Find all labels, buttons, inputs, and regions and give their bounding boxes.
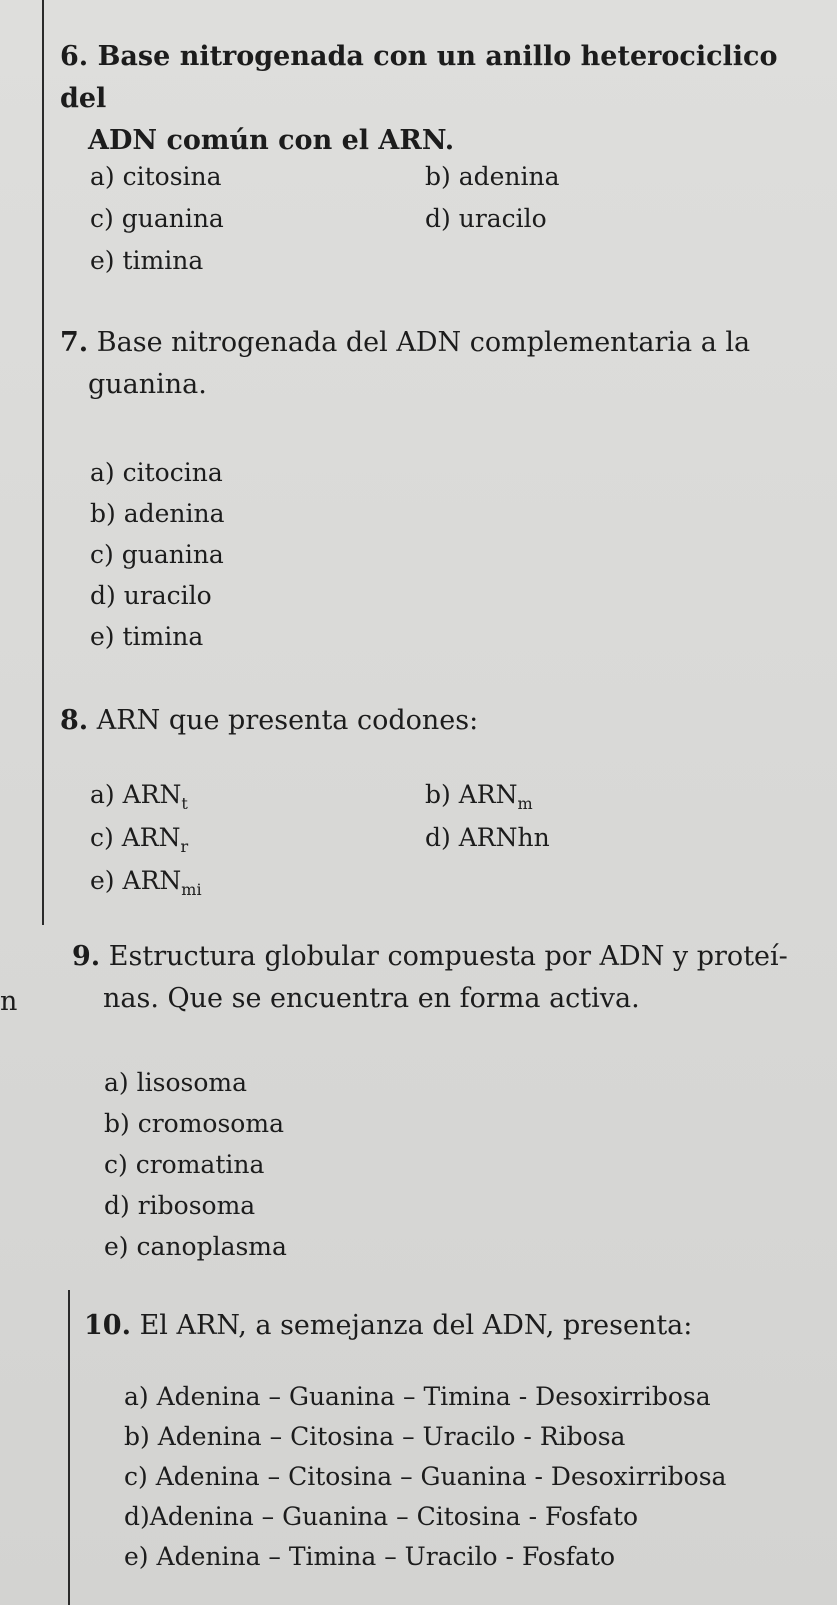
option-7a[interactable]: a) citocina [90, 458, 223, 487]
question-9-line2: nas. Que se encuentra en forma activa. [103, 983, 640, 1014]
option-7c[interactable]: c) guanina [90, 540, 224, 569]
option-8c[interactable]: c) $ARN_r$ [90, 823, 189, 856]
option-9d[interactable]: d) ribosoma [104, 1191, 256, 1220]
option-6e[interactable]: e) timina [90, 246, 204, 275]
option-7b[interactable]: b) adenina [90, 499, 225, 528]
option-6b[interactable]: b) adenina [425, 162, 560, 191]
question-6 [60, 36, 820, 162]
option-9e[interactable]: e) canoplasma [104, 1232, 287, 1261]
option-10b[interactable]: b) Adenina – Citosina – Uracilo - Ribosa [124, 1422, 626, 1451]
option-10c[interactable]: c) Adenina – Citosina – Guanina - Desoxirribosa [124, 1462, 727, 1491]
question-8-line1: 8. ARN que presenta codones: [60, 705, 479, 736]
stray-character: n [0, 986, 18, 1017]
option-10d[interactable]: d)Adenina – Guanina – Citosina - Fosfato [124, 1502, 639, 1531]
question-7-line1: 7. Base nitrogenada del ADN complementaria a la [60, 327, 751, 358]
question-9 [72, 936, 832, 1020]
question-8 [60, 700, 820, 742]
margin-rule-lower [68, 1290, 70, 1605]
margin-rule [42, 0, 44, 925]
option-8a[interactable]: a) $ARN_t$ [90, 780, 188, 813]
option-9c[interactable]: c) cromatina [104, 1150, 265, 1179]
option-6c[interactable]: c) guanina [90, 204, 224, 233]
question-7-line2: guanina. [88, 369, 207, 400]
option-9b[interactable]: b) cromosoma [104, 1109, 284, 1138]
question-10-line1: 10. El ARN, a semejanza del ADN, presenta: [84, 1310, 693, 1341]
question-6-line1: 6. Base nitrogenada con un anillo heterociclico del [60, 41, 778, 114]
option-8d[interactable]: d) ARNhn [425, 823, 550, 852]
option-10e[interactable]: e) Adenina – Timina – Uracilo - Fosfato [124, 1542, 616, 1571]
option-7d[interactable]: d) uracilo [90, 581, 212, 610]
question-7 [60, 322, 820, 406]
question-9-line1: 9. Estructura globular compuesta por ADN y proteí- [72, 941, 788, 972]
option-7e[interactable]: e) timina [90, 622, 204, 651]
option-8b[interactable]: b) $ARN_m$ [425, 780, 533, 813]
option-10a[interactable]: a) Adenina – Guanina – Timina - Desoxirribosa [124, 1382, 711, 1411]
option-9a[interactable]: a) lisosoma [104, 1068, 247, 1097]
question-6-line2: ADN común con el ARN. [88, 125, 455, 156]
option-6d[interactable]: d) uracilo [425, 204, 547, 233]
option-6a[interactable]: a) citosina [90, 162, 222, 191]
question-10 [84, 1305, 824, 1347]
option-8e[interactable]: e) $ARN_{mi}$ [90, 866, 202, 899]
